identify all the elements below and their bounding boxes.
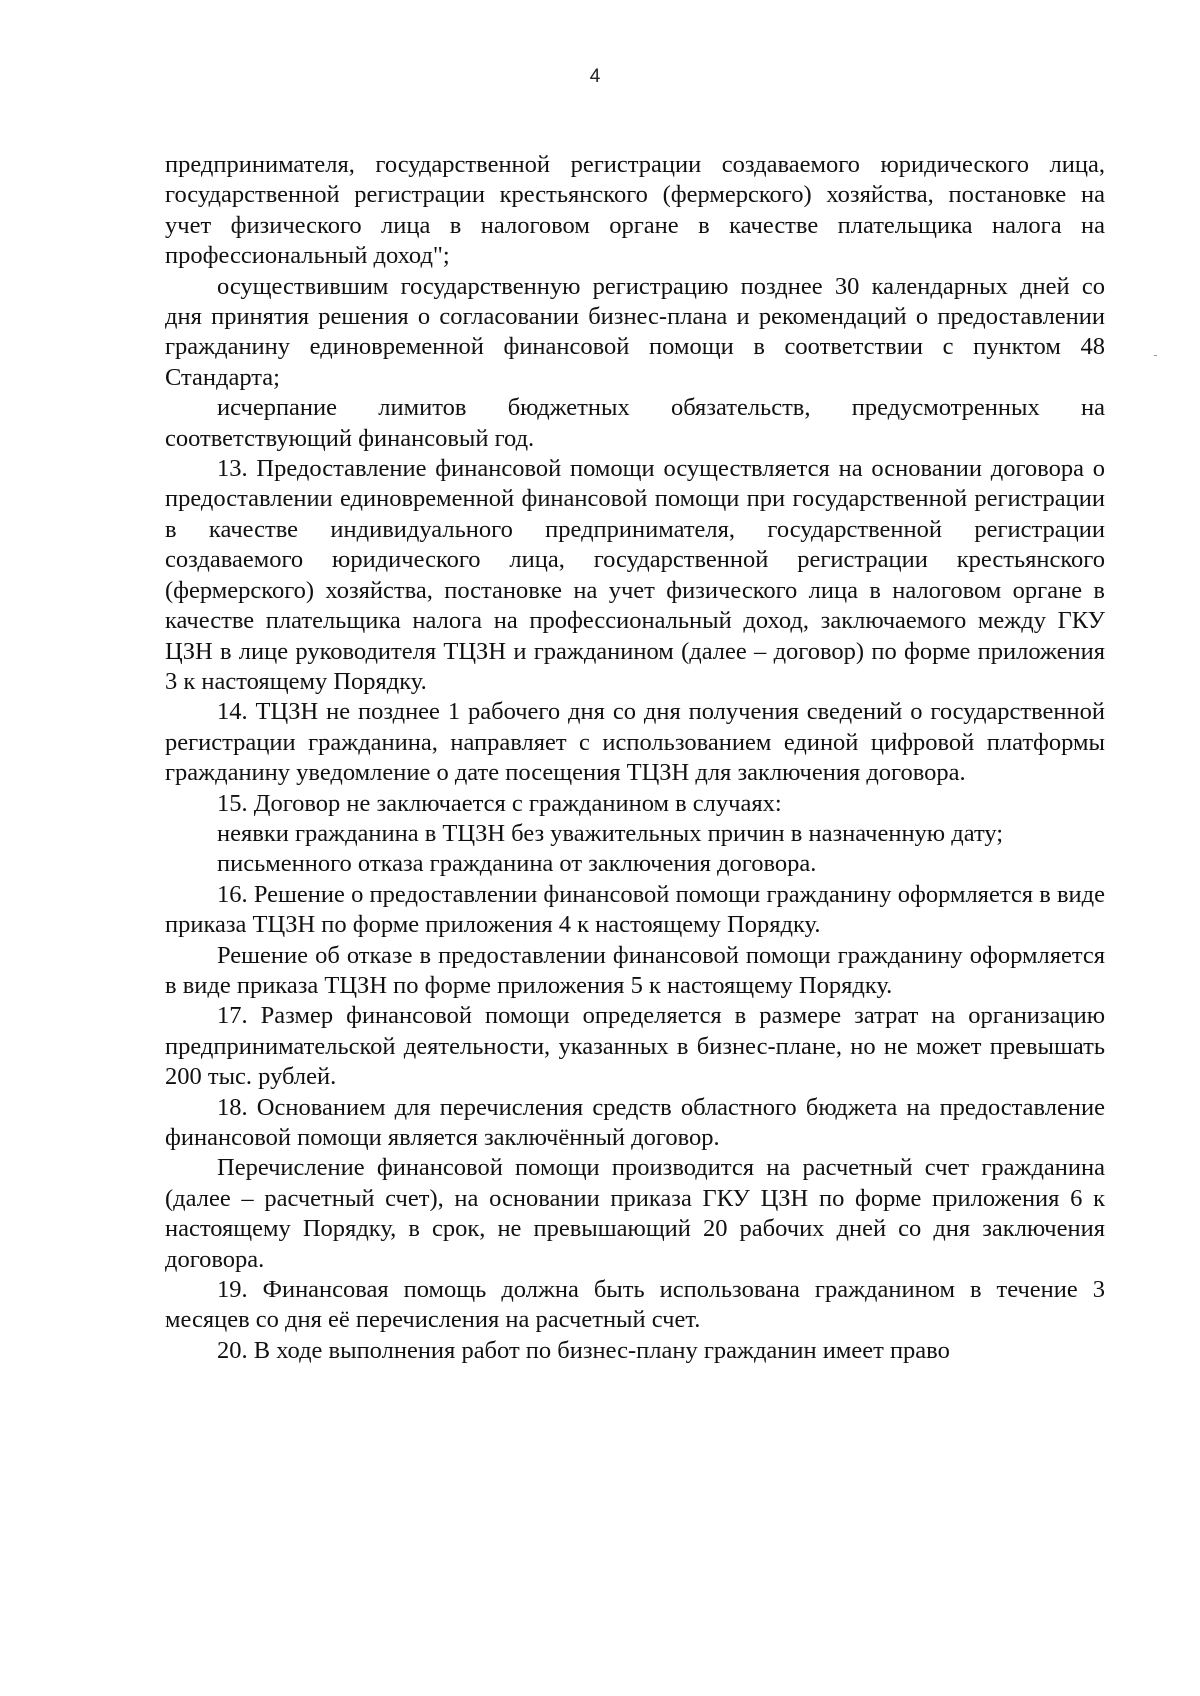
paragraph-item-16: 16. Решение о предоставлении финансовой помощи гражданину оформляется в виде приказа ТЦЗН по форме приложения 4 к настоящему Порядку.: [165, 880, 1105, 939]
paragraph-continuation: предпринимателя, государственной регистрации создаваемого юридического лица, государственной регистрации крестьянского (фермерского) хозяйства, постановке на учет физического лица в налоговом органе в качестве плательщика налога на профессиональный доход";: [165, 151, 1105, 270]
paragraph-item-13: 13. Предоставление финансовой помощи осуществляется на основании договора о предоставлении единовременной финансовой помощи при государственной регистрации в качестве индивидуального предпринимателя, государственной регистрации создаваемого юридического лица, государственной регистрации крестьянского (фермерского) хозяйства, постановке на учет физического лица в налоговом органе в качестве плательщика налога на профессиональный доход, заключаемого между ГКУ ЦЗН в лице руководителя ТЦЗН и гражданином (далее – договор) по форме приложения 3 к настоящему Порядку.: [165, 455, 1105, 695]
paragraph-item-18: 18. Основанием для перечисления средств областного бюджета на предоставление финансовой помощи является заключённый договор.: [165, 1093, 1105, 1151]
paragraph-no-show: неявки гражданина в ТЦЗН без уважительных причин в назначенную дату;: [217, 819, 1004, 847]
paragraph-refusal-decision: Решение об отказе в предоставлении финансовой помощи гражданину оформляется в виде приказа ТЦЗН по форме приложения 5 к настоящему Порядку.: [165, 941, 1105, 999]
page-number: 4: [589, 66, 601, 87]
paragraph-item-17: 17. Размер финансовой помощи определяется в размере затрат на организацию предпринимательской деятельности, указанных в бизнес-плане, но не может превышать 200 тыс. рублей.: [165, 1002, 1105, 1091]
paragraph-transfer: Перечисление финансовой помощи производится на расчетный счет гражданина (далее – расчетный счет), на основании приказа ГКУ ЦЗН по форме приложения 6 к настоящему Порядку, в срок, не превышающий 20 рабочих дней со дня заключения договора.: [165, 1154, 1105, 1273]
paragraph-written-refusal: письменного отказа гражданина от заключения договора.: [217, 850, 817, 878]
paragraph-item-14: 14. ТЦЗН не позднее 1 рабочего дня со дня получения сведений о государственной регистрации гражданина, направляет с использованием единой цифровой платформы гражданину уведомление о дате посещения ТЦЗН для заключения договора.: [165, 698, 1105, 787]
paragraph-item-20: 20. В ходе выполнения работ по бизнес-плану гражданин имеет право: [217, 1336, 950, 1364]
paragraph-item-15: 15. Договор не заключается с гражданином в случаях:: [217, 789, 782, 817]
scan-mark: [1154, 355, 1157, 356]
paragraph-budget-limits: исчерпание лимитов бюджетных обязательств, предусмотренных на соответствующий финансовый год.: [165, 394, 1105, 452]
paragraph-registration-deadline: осуществившим государственную регистрацию позднее 30 календарных дней со дня принятия решения о согласовании бизнес-плана и рекомендаций о предоставлении гражданину единовременной финансовой помощи в соответствии с пунктом 48 Стандарта;: [165, 272, 1105, 391]
document-body: [165, 150, 1105, 1366]
paragraph-item-19: 19. Финансовая помощь должна быть использована гражданином в течение 3 месяцев со дня её перечисления на расчетный счет.: [165, 1276, 1105, 1334]
